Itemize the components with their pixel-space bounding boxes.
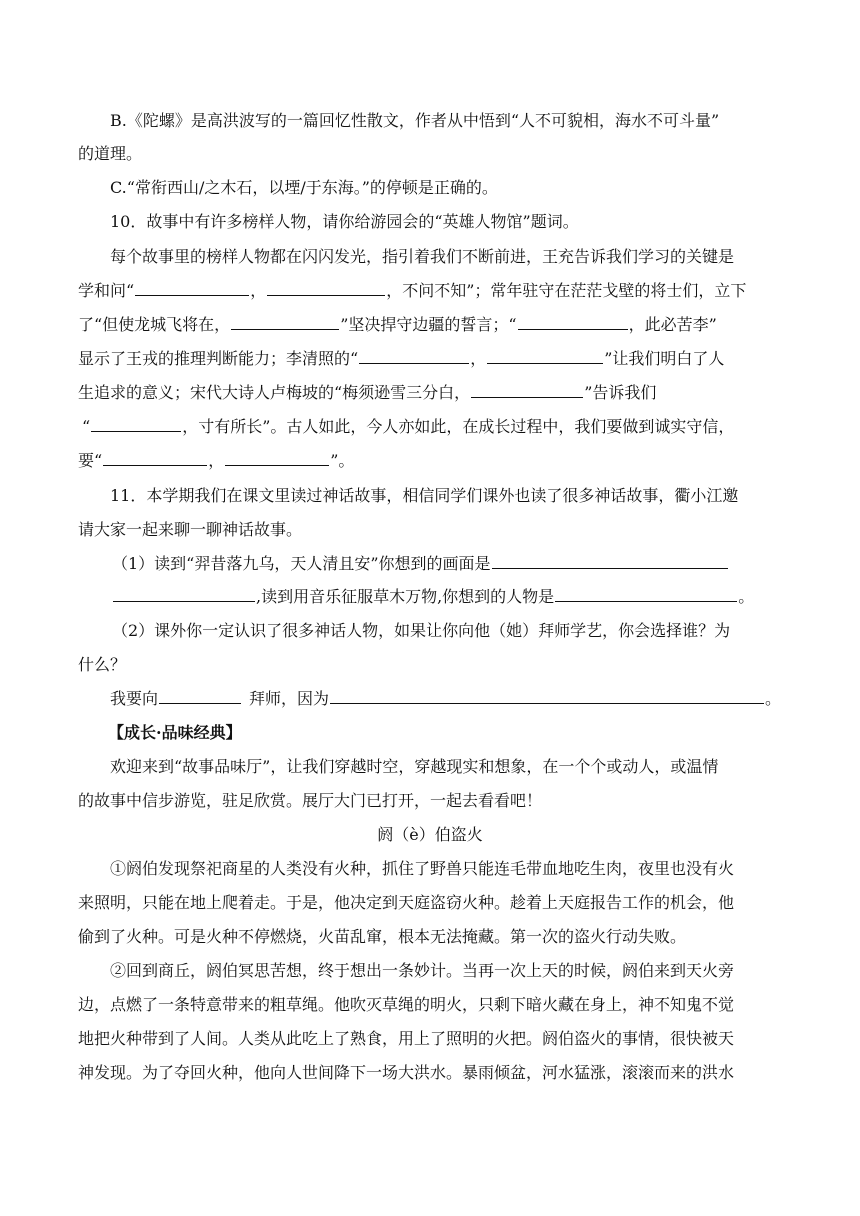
story-para1-line: 来照明，只能在地上爬着走。于是，他决定到天庭盗窃火种。趁着上天庭报告工作的机会，他: [78, 893, 735, 912]
section-heading: 【成长·品味经典】: [108, 723, 242, 742]
answer-blank[interactable]: [492, 553, 728, 569]
answer-blank[interactable]: [487, 348, 603, 364]
answer-blank[interactable]: [91, 416, 181, 432]
story-para2-line: 地把火种带到了人间。人类从此吃上了熟食，用上了照明的火把。阏伯盗火的事情，很快被天: [78, 1029, 735, 1048]
story-para2-line: 神发现。为了夺回火种，他向人世间降下一场大洪水。暴雨倾盆，河水猛涨，滚滚而来的洪水: [78, 1063, 735, 1082]
story-para1-line: ①阏伯发现祭祀商星的人类没有火种，抓住了野兽只能连毛带血地吃生肉，夜里也没有火: [110, 859, 735, 878]
answer-blank[interactable]: [471, 382, 583, 398]
answer-blank[interactable]: [267, 280, 385, 296]
story-para2-line: 边，点燃了一条特意带来的粗草绳。他吹灭草绳的明火，只剩下暗火藏在身上，神不知鬼不觉: [78, 995, 735, 1014]
answer-blank[interactable]: [330, 688, 764, 704]
q11-part1-line-1: （1）读到“羿昔落九乌，天人清且安”你想到的画面是: [112, 553, 782, 575]
section-intro-2: 的故事中信步游览，驻足欣赏。展厅大门已打开，一起去看看吧！: [78, 791, 543, 810]
story-para2-line: ②回到商丘，阏伯冥思苦想，终于想出一条妙计。当再一次上天的时候，阏伯来到天火旁: [110, 961, 735, 980]
answer-blank[interactable]: [231, 314, 339, 330]
q9-option-b-cont: 的道理。: [78, 144, 143, 163]
q10-line-1: 每个故事里的榜样人物都在闪闪发光，指引着我们不断前进，王充告诉我们学习的关键是: [110, 247, 735, 266]
q9-option-c: C.“常衔西山/之木石，以堙/于东海。”的停顿是正确的。: [110, 178, 498, 197]
q11-line-1: 11．本学期我们在课文里读过神话故事，相信同学们课外也读了很多神话故事，衢小江邀: [110, 486, 739, 505]
q11-part2-line-2: 什么？: [78, 655, 127, 674]
answer-blank[interactable]: [518, 314, 628, 330]
answer-blank[interactable]: [135, 280, 249, 296]
q11-part1-line-2: ,读到用音乐征服草木万物,你想到的人物是 。: [112, 586, 816, 608]
q9-option-b: B.《陀螺》是高洪波写的一篇回忆性散文，作者从中悟到“人不可貌相，海水不可斗量”: [110, 111, 720, 130]
answer-blank[interactable]: [555, 586, 737, 602]
q10-line-5: 生追求的意义；宋代大诗人卢梅坡的“梅须逊雪三分白， ”告诉我们: [78, 383, 657, 402]
story-para1-line: 偷到了火种。可是火种不停燃烧，火苗乱窜，根本无法掩藏。第一次的盗火行动失败。: [78, 927, 687, 946]
q10-line-6: “ ，寸有所长”。古人如此，今人亦如此，在成长过程中，我们要做到诚实守信，: [82, 417, 735, 436]
q11-answer-line: 我要向 拜师，因为 。: [110, 689, 782, 708]
story-title: 阏（è）伯盗火: [377, 825, 483, 844]
section-intro-1: 欢迎来到“故事品味厅”，让我们穿越时空，穿越现实和想象，在一个个或动人，或温情: [110, 757, 719, 776]
answer-blank[interactable]: [359, 348, 469, 364]
answer-blank[interactable]: [113, 586, 255, 602]
q10-title: 10．故事中有许多榜样人物，请你给游园会的“英雄人物馆”题词。: [110, 212, 579, 231]
answer-blank[interactable]: [103, 450, 207, 466]
answer-blank[interactable]: [159, 688, 241, 704]
q10-line-4: 显示了王戎的推理判断能力；李清照的“ ， ”让我们明白了人: [78, 349, 725, 368]
q10-line-2: 学和问“ ， ，不问不知”；常年驻守在茫茫戈壁的将士们，立下: [78, 281, 747, 300]
q11-part2-line-1: （2）课外你一定认识了很多神话人物，如果让你向他（她）拜师学艺，你会选择谁？为: [112, 621, 731, 640]
q11-line-2: 请大家一起来聊一聊神话故事。: [78, 520, 303, 539]
answer-blank[interactable]: [225, 450, 329, 466]
q10-line-3: 了“但使龙城飞将在， ”坚决捍守边疆的誓言；“ ，此必苦李”: [78, 315, 717, 334]
q10-line-7: 要“ ， ”。: [78, 451, 355, 470]
